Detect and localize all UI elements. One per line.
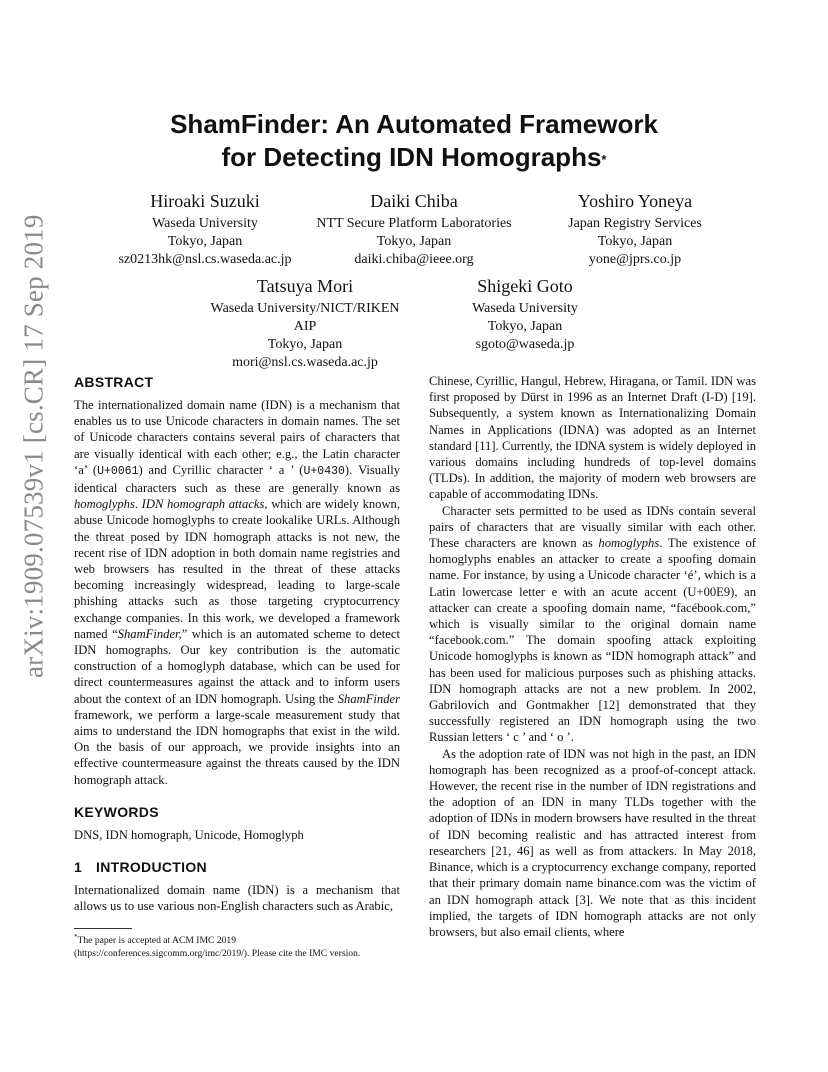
left-column	[74, 372, 400, 914]
author-location: Tokyo, Japan	[376, 234, 452, 249]
intro-paragraph-homoglyphs: Character sets permitted to be used as IDNs contain several pairs of characters that are visually similar with each other. These characters are known as homoglyphs. The existence of homoglyphs enables an attacker to create a spoofing domain name. For instance, by using a Unicode character ‘é’, which is a Latin lowercase letter e with an acute accent (U+00E9), an attacker can create a spoofing domain name, “facébook.com,” which is visually similar to the original domain name “facebook.com.” The domain spoofing attack exploiting Unicode homoglyphs is known as “IDN homograph attack” and has been used for malicious purposes such as phishing attacks. IDN homograph attacks are not a new problem. In 2002, Gabrilovich and Gontmakher [12] demonstrated that they successfully registered an IDN homograph using the two Russian letters ‘ с ’ and ‘ о ’.	[429, 503, 756, 745]
author-name: Tatsuya Mori	[256, 276, 354, 296]
intro-paragraph-left: Internationalized domain name (IDN) is a mechanism that allows us to use various non-English characters such as Arabic,	[74, 883, 400, 914]
author-affiliation: Japan Registry Services	[568, 216, 702, 231]
intro-heading: 1 INTRODUCTION	[74, 859, 207, 876]
author-location: Tokyo, Japan	[267, 337, 343, 352]
author-block	[200, 274, 410, 372]
author-block	[100, 189, 310, 269]
right-column	[429, 373, 756, 940]
author-email[interactable]: sz0213hk@nsl.cs.waseda.ac.jp	[118, 252, 292, 267]
keywords-text: DNS, IDN homograph, Unicode, Homoglyph	[74, 827, 304, 842]
title-line-2: for Detecting IDN Homographs*	[221, 142, 607, 172]
title-line-1: ShamFinder: An Automated Framework	[170, 109, 658, 139]
author-affiliation-2: AIP	[293, 319, 317, 334]
author-affiliation: Waseda University	[152, 216, 258, 231]
code-cyrillic-a: U+0430	[303, 464, 345, 478]
section-number: 1	[74, 859, 83, 876]
author-name: Shigeki Goto	[477, 276, 573, 296]
intro-paragraph-continued: Chinese, Cyrillic, Hangul, Hebrew, Hiragana, or Tamil. IDN was first proposed by Dürst in 1996 as an Internet Draft (I-D) [19]. Subsequently, a system known as Internationalizing Domain Names in Applications (IDNA) was adopted as an Internet standard [11]. Currently, the IDNA system is widely deployed in various domains including hundreds of top-level domains (TLDs). In addition, the majority of modern web browsers are capable of accommodating IDNs.	[429, 374, 756, 502]
author-block	[300, 189, 528, 269]
author-affiliation: NTT Secure Platform Laboratories	[316, 216, 512, 231]
keywords-heading: KEYWORDS	[74, 803, 159, 820]
footnote-rule	[74, 928, 132, 929]
title-footnote-mark: *	[601, 152, 607, 167]
author-affiliation: Waseda University	[472, 301, 578, 316]
author-email[interactable]: sgoto@waseda.jp	[475, 337, 575, 352]
abstract-text: The internationalized domain name (IDN) is a mechanism that enables us to use Unicode characters in domain names. The set of Unicode characters contains several pairs of characters that are visually identical with each other; e.g., the Latin character ‘a’ (U+0061) and Cyrillic character ‘ а ’ (U+0430). Visually identical characters such as these are generally known as homoglyphs. IDN homograph attacks, which are widely known, abuse Unicode homoglyphs to create lookalike URLs. Although the threat posed by IDN homograph attacks is not new, the recent rise of IDN adoption in both domain name registries and web browsers has resulted in the threat of these attacks becoming increasingly widespread, leading to large-scale phishing attacks such as those targeting cryptocurrency exchange companies. In this work, we developed a framework named “ShamFinder,” which is an automated scheme to detect IDN homographs. Our key contribution is the automatic construction of a homoglyph database, which can be used for direct countermeasures against the attack and to inform users about the context of an IDN homograph. Using the ShamFinder framework, we perform a large-scale measurement study that aims to understand the IDN homographs that exist in the wild. On the basis of our approach, we provide insights into an effective countermeasure against the threats caused by the IDN homograph attack.	[74, 398, 400, 787]
author-email[interactable]: daiki.chiba@ieee.org	[354, 252, 474, 267]
code-latin-a: U+0061	[97, 464, 139, 478]
paper-title	[110, 108, 718, 174]
author-block	[440, 274, 610, 354]
author-location: Tokyo, Japan	[167, 234, 243, 249]
author-email[interactable]: mori@nsl.cs.waseda.ac.jp	[232, 355, 378, 370]
author-name: Hiroaki Suzuki	[150, 191, 260, 211]
author-email[interactable]: yone@jprs.co.jp	[588, 252, 682, 267]
author-affiliation: Waseda University/NICT/RIKEN	[210, 301, 400, 316]
intro-paragraph-adoption: As the adoption rate of IDN was not high in the past, an IDN homograph has been recognized as a proof-of-concept attack. However, the recent rise in the number of IDN registrations and the adoption of an IDN in many TLDs together with the adoption of IDNs in modern browsers have resulted in the threat of IDN becoming realistic and has attracted interest from researchers [21, 46] as well as from attackers. In May 2018, Binance, which is a cryptocurrency exchange company, reported that their primary domain name binance.com was the victim of an IDN homograph attack [3]. We note that as this incident implied, the targets of IDN homograph attacks are not only browsers, but also email clients, where	[429, 746, 756, 939]
author-name: Daiki Chiba	[370, 191, 458, 211]
footnote: *The paper is accepted at ACM IMC 2019 (https://conferences.sigcomm.org/imc/2019/). Please cite the IMC version.	[74, 933, 361, 960]
author-location: Tokyo, Japan	[487, 319, 563, 334]
author-location: Tokyo, Japan	[597, 234, 673, 249]
abstract-heading: ABSTRACT	[74, 374, 154, 390]
arxiv-stamp: arXiv:1909.07539v1 [cs.CR] 17 Sep 2019	[18, 214, 49, 678]
author-block	[540, 189, 730, 269]
author-name: Yoshiro Yoneya	[577, 191, 693, 211]
